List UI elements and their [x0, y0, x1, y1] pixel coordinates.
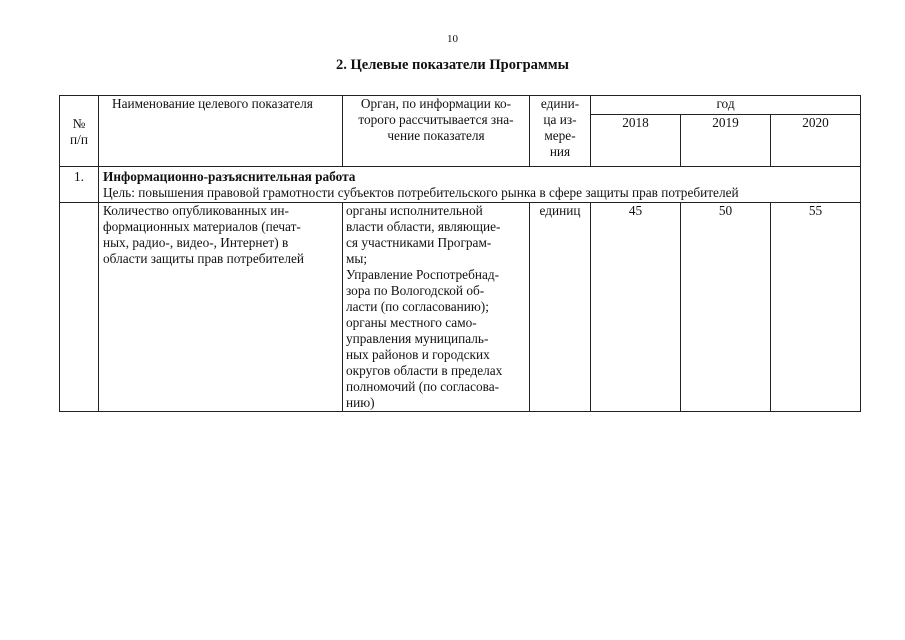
organ-line: управления муниципаль-: [346, 331, 489, 346]
section-goal: Цель: повышения правовой грамотности субъектов потребительского рынка в сфере защиты прав потребителей: [103, 185, 739, 200]
organ-line: органы исполнительной: [346, 203, 483, 218]
header-year-2019: 2019: [681, 115, 771, 167]
header-unit: [530, 96, 591, 167]
indicators-table: [59, 95, 861, 412]
header-unit-line: едини-: [540, 96, 580, 111]
organ-line: органы местного само-: [346, 315, 477, 330]
indicator-line: области защиты прав потребителей: [103, 251, 304, 266]
row-number: [60, 203, 99, 412]
value-2020: 55: [771, 203, 861, 412]
header-number-line: п/п: [70, 132, 88, 147]
organ-line: ласти (по согласованию);: [346, 299, 489, 314]
header-organ-line: Орган, по информации ко-: [360, 96, 512, 111]
organ-line: мы;: [346, 251, 368, 266]
header-unit-line: ца из-: [543, 112, 577, 127]
organ-line: зора по Вологодской об-: [346, 283, 485, 298]
section-number: 1.: [60, 167, 99, 203]
header-year-2018: 2018: [591, 115, 681, 167]
section-header: [99, 167, 861, 203]
header-unit-line: мере-: [544, 128, 576, 143]
value-2018: 45: [591, 203, 681, 412]
unit-value: единиц: [530, 203, 591, 412]
header-organ-line: чение показателя: [387, 128, 485, 143]
indicator-name: [99, 203, 343, 412]
header-year-group: год: [591, 96, 861, 115]
header-organ-line: торого рассчитывается зна-: [358, 112, 514, 127]
indicator-line: Количество опубликованных ин-: [103, 203, 289, 218]
organ-info: [343, 203, 530, 412]
organ-line: округов области в пределах: [346, 363, 503, 378]
header-indicator-label: Наименование целевого показателя: [112, 96, 313, 111]
organ-line: Управление Роспотребнад-: [346, 267, 500, 282]
page-title: 2. Целевые показатели Программы: [336, 57, 569, 73]
header-year-2020: 2020: [771, 115, 861, 167]
header-number: [60, 96, 99, 167]
indicator-line: формационных материалов (печат-: [103, 219, 301, 234]
value-2019: 50: [681, 203, 771, 412]
indicator-line: ных, радио-, видео-, Интернет) в: [103, 235, 289, 250]
section-title: Информационно-разъяснительная работа: [103, 169, 356, 184]
header-unit-line: ния: [549, 144, 571, 159]
header-indicator: [99, 96, 343, 167]
page-number: 10: [447, 33, 458, 45]
organ-line: нию): [346, 395, 375, 410]
header-organ: [343, 96, 530, 167]
organ-line: полномочий (по согласова-: [346, 379, 500, 394]
organ-line: ных районов и городских: [346, 347, 490, 362]
header-number-line: №: [72, 116, 86, 131]
organ-line: власти области, являющие-: [346, 219, 501, 234]
organ-line: ся участниками Програм-: [346, 235, 492, 250]
